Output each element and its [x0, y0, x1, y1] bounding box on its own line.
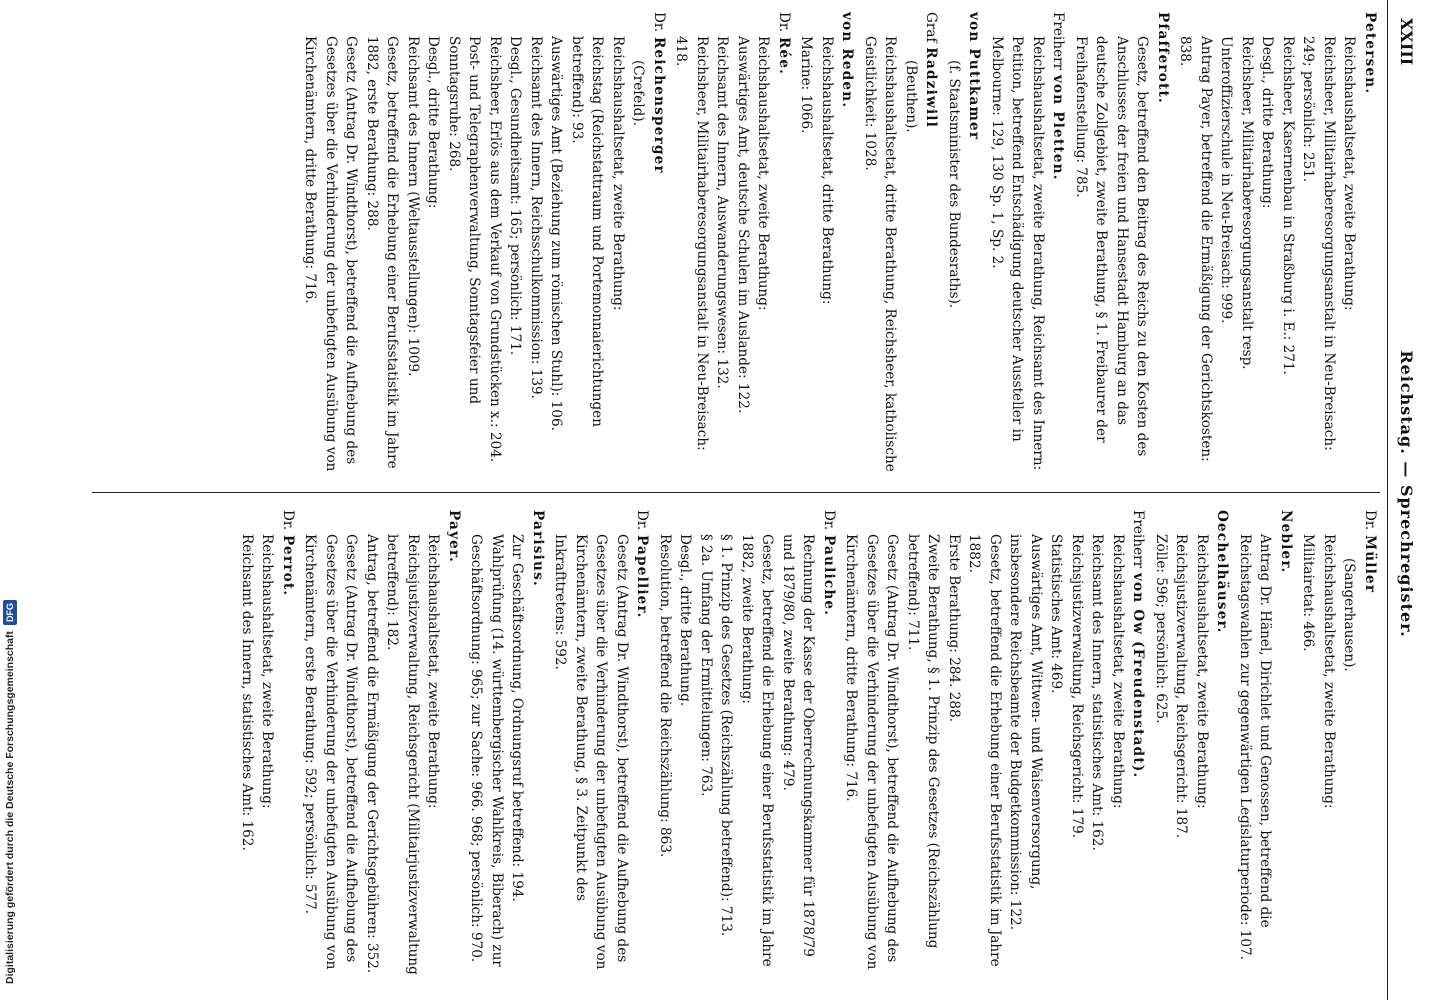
dfg-logo: DFG: [3, 600, 17, 625]
entry-line: § 1. Prinzip des Gesetzes (Reichszählung betreffend): 713.: [718, 534, 735, 937]
left-column: [92, 12, 1380, 482]
entry-line: Desgl., dritte Berathung:: [425, 36, 442, 209]
running-title: Reichstag. — Sprechregister.: [1397, 350, 1417, 638]
entry-line: Antrag Payer, betreffend die Ermäßigung der Gerichtskosten: 838.: [1177, 36, 1214, 462]
entry-line: Zölle: 596; persönlich: 625.: [1153, 534, 1169, 724]
entry-line: Reichsheer, Kasernenbau in Straßburg i. E.: 271.: [1280, 36, 1296, 375]
entry-line: Reichsheer, Erlös aus dem Verkauf von Grundstücken x.: 204.: [487, 36, 503, 463]
right-column: [92, 510, 1380, 980]
entry-line: Statistisches Amt: 469.: [1048, 534, 1065, 694]
entry-line: Petition, betreffend Entschädigung deutscher Aussteller in Melbourne: 129, 130 Sp. 1, Sp. 2.: [989, 36, 1026, 442]
speaker-title: Freiherr: [1050, 12, 1067, 71]
entry-line: Reichsamt des Innern, Auswanderungswesen: 132.: [714, 36, 731, 389]
register-entry: [841, 510, 1149, 980]
speaker-name: [1153, 12, 1174, 482]
speaker-surname: Radziwill: [923, 47, 940, 129]
register-entry: [300, 510, 464, 980]
entry-line: Reichsjustizverwaltung, Reichsgericht (Militairjustizverwaltung betreffend): 182.: [384, 534, 421, 975]
speaker-name: [278, 510, 299, 980]
entry-line: Reichshaushaltsetat, zweite Berathung:: [1194, 534, 1210, 809]
speaker-surname: von Ow (Freudenstadt).: [1130, 572, 1147, 779]
entry-line: Reichshaushaltsetat, zweite Berathung:: [425, 534, 442, 809]
entry-line: Gesetz, betreffend die Erhebung einer Berufsstatistik im Jahre 1882.: [966, 534, 1003, 967]
entry-line: Antrag Dr. Hänel, Dirichlet und Genossen, betreffend die Reichstagswahlen zur gegenwärtigen Legislaturperiode: 107.: [1237, 534, 1274, 960]
speaker-name: [528, 510, 549, 980]
entry-line: (Beuthen).: [903, 60, 919, 133]
entry-line: Reichsamt des Innern, statistisches Amt: 162.: [239, 534, 255, 851]
register-entry: [550, 510, 653, 980]
entry-line: (Sangerhausen).: [1341, 558, 1358, 672]
entry-line: Antrag, betreffend die Ermäßigung der Gerichtsgebühren: 352.: [364, 534, 380, 974]
speaker-name: [1360, 510, 1381, 980]
speaker-name: [964, 12, 985, 482]
entry-line: Reichshaushaltsetat, zweite Berathung, Reichsamt des Innern:: [1030, 36, 1046, 471]
speaker-name: [1048, 12, 1069, 482]
speaker-title: Dr.: [776, 12, 792, 33]
entry-line: Reichsjustizverwaltung, Reichsgericht: 179.: [1069, 534, 1085, 839]
entry-line: Auswärtiges Amt, deutsche Schulen im Auslande: 122.: [735, 36, 751, 414]
entry-line: Zur Geschäftsordnung, Ordnungsruf betreffend: 194.: [509, 534, 526, 902]
register-entry: [671, 12, 794, 482]
speaker-name: [774, 12, 795, 482]
register-entry: [1151, 510, 1233, 980]
header-rule: [1387, 0, 1388, 1000]
entry-line: Rechnung der Kasse der Oberrechnungskammer für 1878/79 und 1879/80, zweite Berathung: 479.: [780, 534, 817, 957]
speaker-name: [444, 510, 465, 980]
register-entry: [1235, 510, 1297, 980]
entry-line: Reichshaushaltsetat, zweite Berathung:: [1341, 36, 1358, 311]
speaker-name: [1360, 12, 1381, 482]
entry-line: Gesetz (Antrag Dr. Windthorst), betreffend die Aufhebung des Gesetzes über die Verhinderung der unbefugten Ausübung von Kirchenämtern, erste Berathung: 592; persönlich: 577.: [302, 534, 360, 970]
entry-line: Reichshaushaltsetat, zweite Berathung:: [1110, 534, 1126, 809]
speaker-surname: Perrot.: [280, 534, 296, 597]
column-divider: [92, 492, 1380, 493]
rotated-document: [72, 0, 1432, 1000]
speaker-surname: Pfafferott.: [1155, 12, 1171, 104]
speaker-surname: Pauliche.: [821, 534, 837, 617]
speaker-name: [1212, 510, 1233, 980]
entry-line: Reichstag (Reichstattraum und Portemonnaierichtungen betreffend): 93.: [569, 36, 606, 427]
entry-line: Militairetat: 466.: [1300, 534, 1317, 652]
register-entry: [300, 12, 669, 482]
register-entry: [1298, 510, 1380, 980]
speaker-name: [632, 510, 653, 980]
register-entry: [1071, 12, 1174, 482]
entry-line: Resolution, betreffend die Reichszählung: 863.: [657, 534, 673, 858]
speaker-surname: Müller: [1362, 534, 1378, 594]
speaker-surname: Payer.: [446, 510, 462, 564]
footer-credit: [0, 600, 20, 1000]
entry-line: Reichshaushaltsetat, dritte Berathung:: [819, 36, 835, 305]
speaker-surname: Parisius.: [530, 510, 546, 587]
entry-line: Zweite Berathung, § 1. Prinzip des Gesetzes (Reichszählung betreffend): 711.: [905, 534, 942, 949]
entry-line: Reichsamt des Innern (Weltausstellungen): 1009.: [405, 36, 421, 377]
speaker-title: Graf: [923, 12, 940, 43]
speaker-name: [649, 12, 670, 482]
register-entry: [655, 510, 840, 980]
speaker-name: [921, 12, 942, 482]
entry-line: Reichshaushaltsetat, zweite Berathung:: [610, 36, 626, 311]
entry-line: Gesetz, betreffend den Beitrag des Reichs zu den Kosten des Anschlusses der freien und Hansestadt Hamburg an das deutsche Zollgebiet, zweite Berathung, § 1. Freibaurer der Freihafenstellung: 785.: [1073, 36, 1151, 457]
entry-line: Reichshaushaltsetat, zweite Berathung:: [1321, 534, 1337, 809]
register-entry: [796, 12, 858, 482]
entry-line: Reichsheer, Militairhaberesorgungsanstalt in Neu-Breisach: 418.: [673, 36, 710, 451]
speaker-surname: Papellier.: [634, 534, 651, 619]
entry-line: Reichshaushaltsetat, dritte Berathung, Reichsheer, katholische Geistlichkeit: 1028.: [862, 36, 899, 472]
entry-line: Marine: 1066.: [798, 36, 815, 134]
entry-line: Reichsheer, Militairhaberesorgungsanstalt in Neu-Breisach: 249; persönlich: 251.: [1300, 36, 1337, 451]
entry-line: Auswärtiges Amt (Beziehung zum römischen Stuhl): 106.: [548, 36, 565, 431]
register-entry: [987, 12, 1069, 482]
speaker-surname: Rée.: [776, 36, 792, 76]
entry-line: Reichsjustizverwaltung, Reichsgericht: 187.: [1173, 534, 1190, 839]
entry-line: (f. Staatsminister des Bundesraths).: [946, 60, 962, 309]
entry-line: Reichshaushaltsetat, zweite Berathung:: [755, 36, 772, 311]
speaker-title: Dr.: [1362, 510, 1378, 531]
speaker-title: Dr.: [280, 510, 296, 531]
speaker-surname: Oechelhäuser.: [1214, 510, 1231, 634]
page-header: [1390, 18, 1424, 970]
speaker-name: [837, 12, 858, 482]
entry-line: Auswärtiges Amt, Wittwen- und Waisenversorgung, insbesondere Reichsbeamte der Budgetkommission: 122.: [1007, 534, 1044, 931]
register-entry: [466, 510, 548, 980]
speaker-surname: von Reden.: [839, 12, 856, 109]
register-entry: [1175, 12, 1380, 482]
speaker-surname: von Puttkamer: [966, 12, 983, 141]
entry-line: Wahlprüfung (14. württembergischer Wahlkreis, Biberach) zur Geschäftsordnung: 965; zur Sache: 966. 968; persönlich: 970.: [468, 534, 505, 967]
speaker-title: Dr.: [634, 510, 651, 531]
entry-line: Gesetz, betreffend die Erhebung einer Berufsstatistik im Jahre 1882, zweite Berathung:: [739, 534, 776, 967]
entry-line: Gesetz (Antrag Dr. Windthorst), betreffend die Aufhebung des Gesetzes über die Verhinderung der unbefugten Ausübung von Kirchenämtern, dritte Berathung: 716.: [843, 534, 901, 970]
speaker-surname: Nebler.: [1278, 510, 1294, 574]
speaker-surname: Reichensperger: [651, 36, 667, 174]
entry-line: § 2a. Umfang der Ermittelungen: 763.: [698, 534, 714, 797]
entry-line: Gesetz (Antrag Dr. Windthorst), betreffend die Aufhebung des Gesetzes über die Verhinderung der unbefugten Ausübung von Kirchenämtern, zweite Berathung, § 3. Zeitpunkt des Inkrafttretens: 592.: [552, 534, 630, 970]
entry-line: Erste Berathung: 284. 288.: [946, 534, 962, 723]
credit-text: Digitalisierung gefördert durch die Deutsche Forschungsgemeinschaft: [4, 631, 16, 984]
entry-line: Reichsamt des Innern, statistisches Amt: 162.: [1089, 534, 1106, 851]
register-entry: [944, 12, 985, 482]
speaker-name: [819, 510, 840, 980]
speaker-surname: von Pletten.: [1050, 74, 1067, 181]
entry-line: Desgl., dritte Berathung:: [1259, 36, 1276, 209]
speaker-name: [1276, 510, 1297, 980]
entry-line: Reichsamt des Innern, Reichsschulkommission: 139.: [528, 36, 544, 399]
speaker-title: Freiherr: [1130, 510, 1147, 569]
speaker-title: Dr.: [821, 510, 837, 531]
entry-line: Post- und Telegraphenverwaltung, Sonntagsfeier und Sonntagsruhe: 268.: [446, 36, 483, 405]
speaker-title: Dr.: [651, 12, 667, 33]
entry-line: Gesetz, betreffend die Erhebung einer Berufsstatistik im Jahre 1882, erste Berathung: 288.: [364, 36, 401, 469]
entry-line: Desgl., Gesundheitsamt: 165; persönlich: 171.: [507, 36, 524, 356]
entry-line: Reichshaushaltsetat, zweite Berathung:: [259, 534, 276, 809]
page-number: XXIII: [1397, 18, 1417, 66]
entry-line: Desgl., dritte Berathung.: [677, 534, 694, 707]
speaker-surname: Petersen.: [1362, 12, 1378, 95]
register-entry: [237, 510, 299, 980]
entry-line: Gesetz (Antrag Dr. Windthorst), betreffend die Aufhebung des Gesetzes über die Verhinderung der unbefugten Ausübung von Kirchenämtern, dritte Berathung: 716.: [302, 36, 360, 472]
speaker-name: [1128, 510, 1149, 980]
entry-line: Reichsheer, Militairhaberesorgungsanstalt resp. Unteroffizierschule in Neu-Breisach: 999.: [1218, 36, 1255, 370]
entry-line: (Crefeld).: [630, 60, 647, 126]
register-entry: [860, 12, 942, 482]
